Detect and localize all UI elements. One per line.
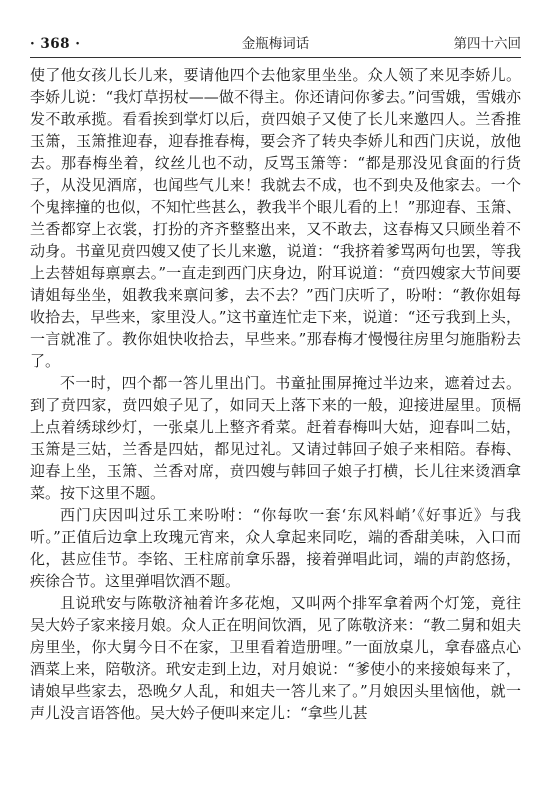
- chapter-title: 第四十六回: [453, 36, 521, 52]
- header-rule: [30, 57, 521, 58]
- book-title: 金瓶梅词话: [241, 36, 310, 52]
- paragraph: 且说玳安与陈敬济袖着许多花炮，又叫两个排军拿着两个灯笼，竟往吴大妗子家来接月娘。众人正在明间饮酒，见了陈敬济来：“教二舅和姐夫房里坐，你大舅今日不在家，卫里看着造册哩。”一面放桌儿，拿春盛点心酒菜上来，陪敬济。玳安走到上边，对月娘说：“爹使小的来接娘每来了，请娘早些家去，恐晚夕人乱，和姐夫一答儿来了。”月娘因头里恼他，就一声儿没言语答他。吴大妗子便叫来定儿：“拿些儿甚: [30, 594, 521, 722]
- paragraph: 不一时，四个都一答儿里出门。书童扯围屏掩过半边来，遮着过去。到了贲四家，贲四娘子见了，如同天上落下来的一般，迎接进屋里。顶槅上点着绣球纱灯，一张桌儿上整齐肴菜。赶着春梅叫大姑，迎春叫二姑，玉箫是三姑，兰香是四姑，都见过礼。又请过韩回子娘子来相陪。春梅、迎春上坐，玉箫、兰香对席，贲四嫂与韩回子娘子打横，长儿往来烫酒拿菜。按下这里不题。: [30, 374, 521, 502]
- running-header: [30, 34, 521, 54]
- paragraph: 使了他女孩儿长儿来，要请他四个去他家里坐坐。众人领了来见李娇儿。李娇儿说：“我灯草拐杖——做不得主。你还请问你爹去。”问雪娥，雪娥亦发不敢承揽。看看挨到掌灯以后，贲四娘子又使了长儿来邀四人。兰香推玉箫，玉箫推迎春，迎春推春梅，要会齐了转央李娇儿和西门庆说，放他去。那春梅坐着，纹丝儿也不动，反骂玉箫等：“都是那没见食面的行货子，从没见酒席，也闻些气儿来！我就去不成，也不到央及他家去。一个个鬼摔撞的也似，不知忙些甚么，教我半个眼儿看的上！”那迎春、玉箫、兰香都穿上衣裳，打扮的齐齐整整出来，又不敢去，这春梅又只顾坐着不动身。书童见贲四嫂又使了长儿来邀，说道：“我挤着爹骂两句也罢，等我上去替姐每禀禀去。”一直走到西门庆身边，附耳说道：“贲四嫂家大节间要请姐每坐坐，姐教我来禀问爹，去不去？”西门庆听了，吩咐：“教你姐每收拾去，早些来，家里没人。”这书童连忙走下来，说道：“还亏我到上头，一言就准了。教你姐快收拾去，早些来。”那春梅才慢慢往房里匀施脂粉去了。: [30, 66, 521, 370]
- body-text: [30, 64, 521, 724]
- page-number: · 368 ·: [30, 36, 81, 52]
- paragraph: 西门庆因叫过乐工来吩咐：“你每吹一套‘东风料峭’《好事近》与我听。”正值后边拿上玫瑰元宵来，众人拿起来同吃，端的香甜美味，入口而化，甚应佳节。李铭、王柱席前拿乐器，接着弹唱此词，端的声韵悠扬，疾徐合节。这里弹唱饮酒不题。: [30, 506, 521, 590]
